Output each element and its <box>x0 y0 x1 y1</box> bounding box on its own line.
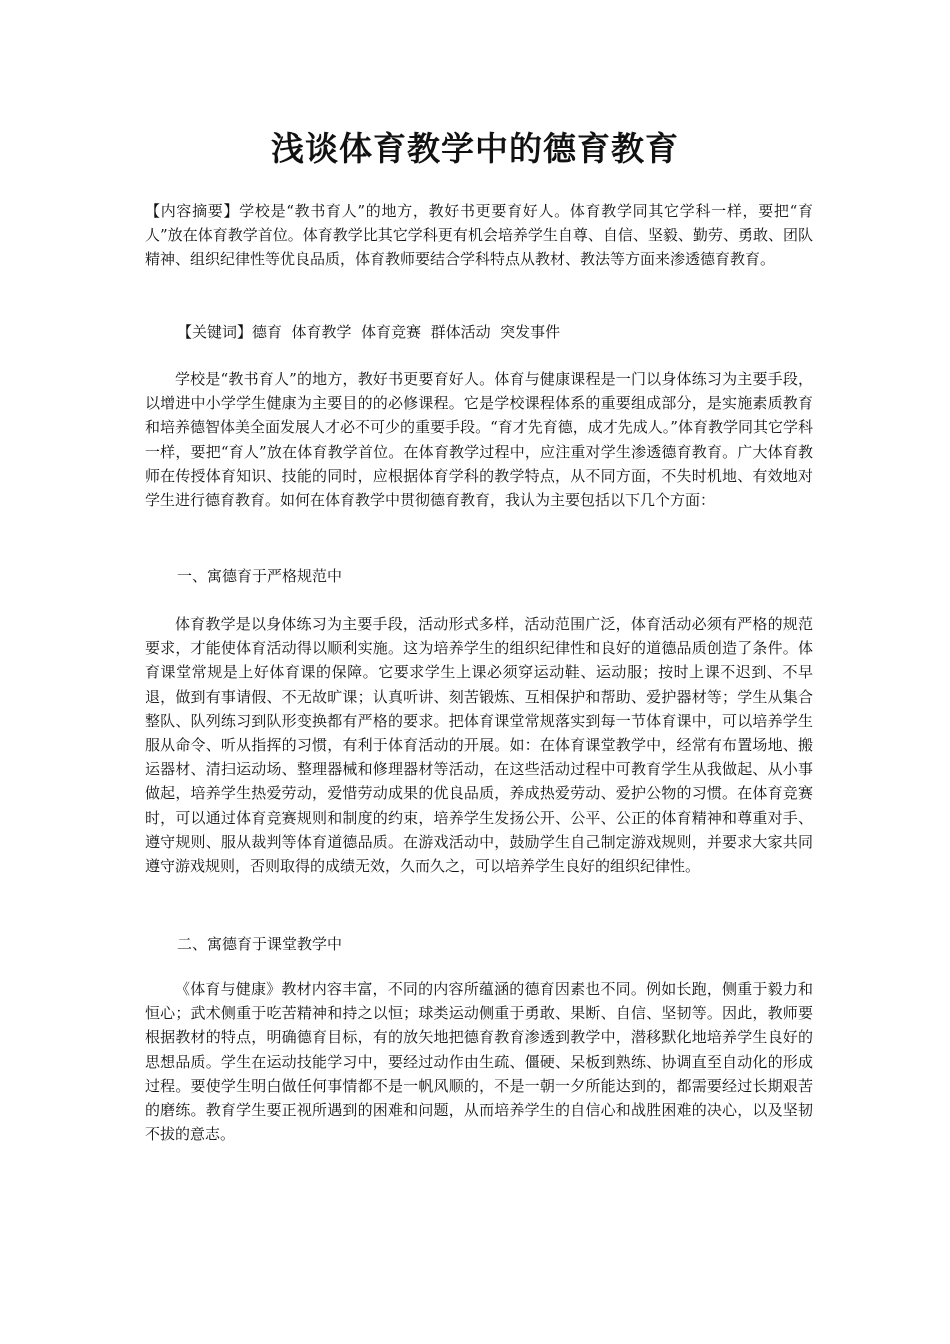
section-2-heading: 二、寓德育于课堂教学中 <box>177 935 343 953</box>
section-1-heading: 一、寓德育于严格规范中 <box>177 567 343 585</box>
keywords-line: 【关键词】德育 体育教学 体育竞赛 群体活动 突发事件 <box>177 323 561 341</box>
section-1-paragraph: 体育教学是以身体练习为主要手段，活动形式多样，活动范围广泛，体育活动必须有严格的规范要求，才能使体育活动得以顺利实施。这为培养学生的组织纪律性和良好的道德品质创造了条件。体育课堂常规是上好体育课的保障。它要求学生上课必须穿运动鞋、运动服；按时上课不迟到、不早退，做到有事请假、不无故旷课；认真听讲、刻苦锻炼、互相保护和帮助、爱护器材等；学生从集合整队、队列练习到队形变换都有严格的要求。把体育课堂常规落实到每一节体育课中，可以培养学生服从命令、听从指挥的习惯，有利于体育活动的开展。如：在体育课堂教学中，经常有布置场地、搬运器材、清扫运动场、整理器械和修理器材等活动，在这些活动过程中可教育学生从我做起、从小事做起，培养学生热爱劳动，爱惜劳动成果的优良品质，养成热爱劳动、爱护公物的习惯。在体育竞赛时，可以通过体育竞赛规则和制度的约束，培养学生发扬公开、公平、公正的体育精神和尊重对手、遵守规则、服从裁判等体育道德品质。在游戏活动中，鼓励学生自己制定游戏规则，并要求大家共同遵守游戏规则，否则取得的成绩无效，久而久之，可以培养学生良好的组织纪律性。 <box>145 615 813 876</box>
abstract-paragraph: 【内容摘要】学校是“教书育人”的地方，教好书更要育好人。体育教学同其它学科一样，要把“育人”放在体育教学首位。体育教学比其它学科更有机会培养学生自尊、自信、坚毅、勤劳、勇敢、团队精神、组织纪律性等优良品质，体育教师要结合学科特点从教材、教法等方面来渗透德育教育。 <box>145 202 813 269</box>
document-title: 浅谈体育教学中的德育教育 <box>271 129 679 168</box>
intro-paragraph: 学校是“教书育人”的地方，教好书更要育好人。体育与健康课程是一门以身体练习为主要手段，以增进中小学学生健康为主要目的的必修课程。它是学校课程体系的重要组成部分，是实施素质教育和培养德智体美全面发展人才必不可少的重要手段。“育才先育德，成才先成人。”体育教学同其它学科一样，要把“育人”放在体育教学首位。在体育教学过程中，应注重对学生渗透德育教育。广大体育教师在传授体育知识、技能的同时，应根据体育学科的教学特点，从不同方面，不失时机地、有效地对学生进行德育教育。如何在体育教学中贯彻德育教育，我认为主要包括以下几个方面： <box>145 370 813 510</box>
section-2-paragraph: 《体育与健康》教材内容丰富，不同的内容所蕴涵的德育因素也不同。例如长跑，侧重于毅力和恒心；武术侧重于吃苦精神和持之以恒；球类运动侧重于勇敢、果断、自信、坚韧等。因此，教师要根据教材的特点，明确德育目标，有的放矢地把德育教育渗透到教学中，潜移默化地培养学生良好的思想品质。学生在运动技能学习中，要经过动作由生疏、僵硬、呆板到熟练、协调直至自动化的形成过程。要使学生明白做任何事情都不是一帆风顺的，不是一朝一夕所能达到的，都需要经过长期艰苦的磨练。教育学生要正视所遇到的困难和问题，从而培养学生的自信心和战胜困难的决心，以及坚韧不拔的意志。 <box>145 980 813 1144</box>
